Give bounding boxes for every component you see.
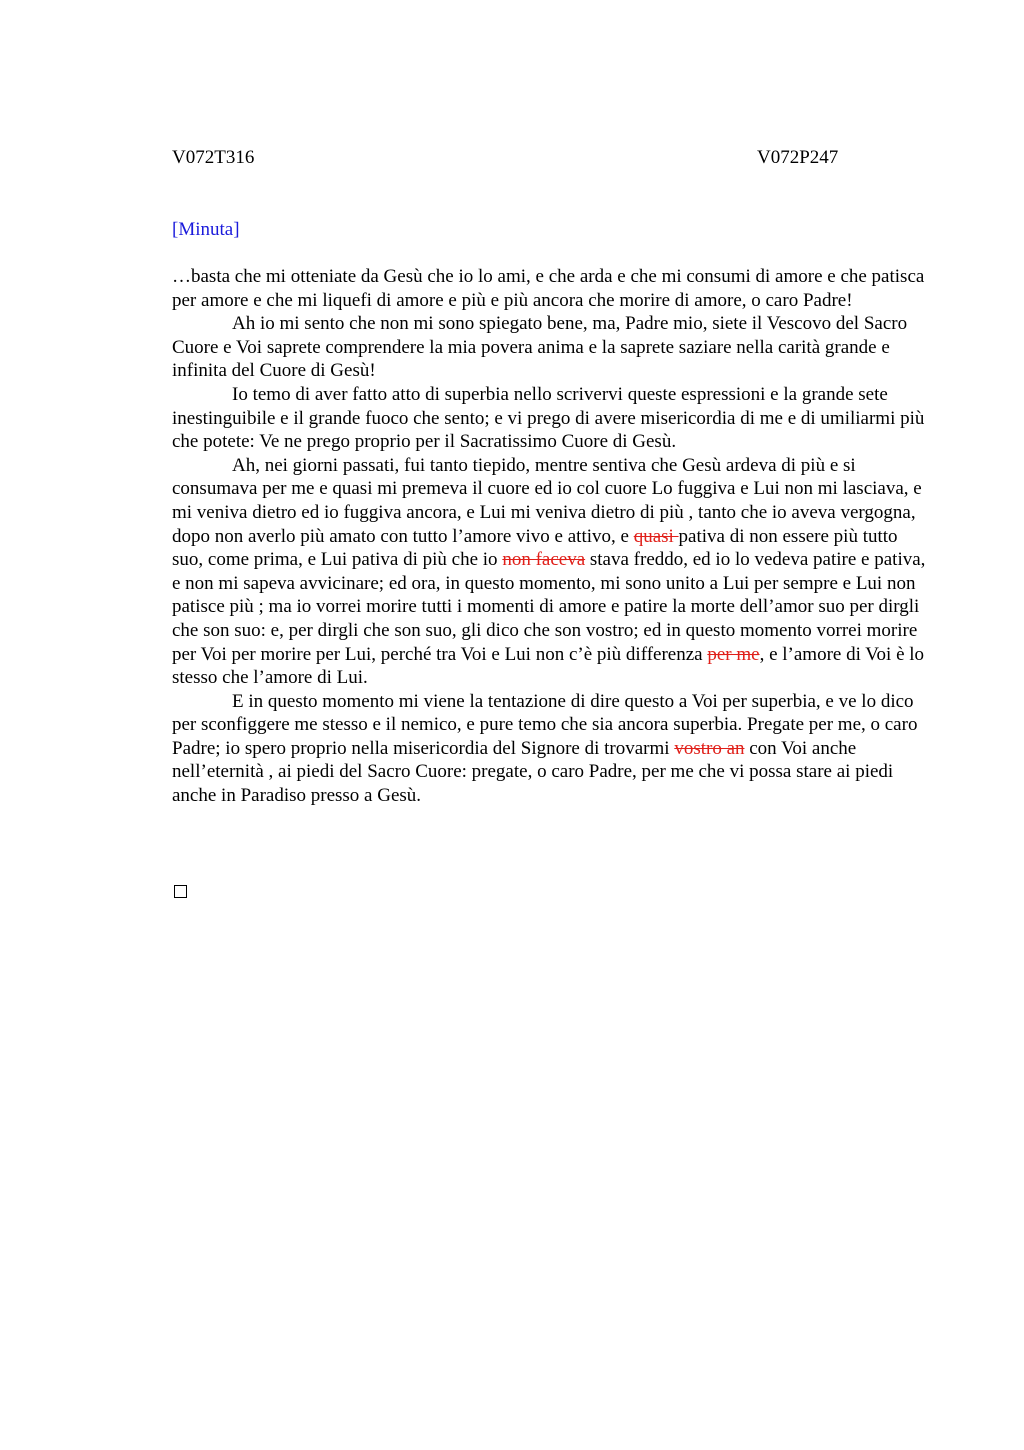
paragraph (172, 265, 932, 312)
text-segment: stava freddo, ed io lo vedeva patire e pativa, e non mi sapeva avvicinare; ed ora, in questo momento, mi sono unito a Lui per sempre e Lui non patisce più ; ma io vorrei morire tutti i momenti di amore e patire la morte dell’amor suo per dirgli che son suo: e, per dirgli che son suo, gli dico che son vostro; ed in questo momento vorrei morire per Voi per morire per Lui, perché tra Voi e Lui non c’è più differenza (172, 549, 926, 665)
minuta-label: [Minuta] (172, 219, 240, 240)
deleted-text: non faceva (502, 549, 586, 571)
left-code: V072T316 (172, 147, 255, 168)
text-segment: con Voi anche nell’eternità , ai piedi del Sacro Cuore: pregate, o caro Padre, per me che vi possa stare ai piedi anche in Paradiso presso a Gesù. (172, 737, 894, 807)
text-segment: , e l’amore di Voi è lo stesso che l’amore di Lui. (172, 643, 925, 689)
paragraph (172, 690, 932, 808)
paragraph (172, 312, 932, 383)
end-box-icon (174, 885, 187, 898)
letter-body (172, 265, 932, 808)
paragraph (172, 383, 932, 454)
text-segment: Ah, nei giorni passati, fui tanto tiepido, mentre sentiva che Gesù ardeva di più e si consumava per me e quasi mi premeva il cuore ed io col cuore Lo fuggiva e Lui non mi lasciava, e mi veniva dietro ed io fuggiva ancora, e Lui mi veniva dietro di più , tanto che io aveva vergogna, dopo non averlo più amato con tutto l’amore vivo e attivo, e (172, 454, 922, 547)
text-segment: …basta che mi otteniate da Gesù che io lo ami, e che arda e che mi consumi di amore e che patisca per amore e che mi liquefi di amore e più e più ancora che morire di amore, o caro Padre! (172, 266, 925, 311)
paragraph (172, 454, 932, 690)
text-segment: Io temo di aver fatto atto di superbia nello scrivervi queste espressioni e la grande sete inestinguibile e il grande fuoco che sento; e vi prego di avere misericordia di me e di umiliarmi più che potete: Ve ne prego proprio per il Sacratissimo Cuore di Gesù. (172, 383, 925, 453)
text-segment: pativa di non essere più tutto suo, come prima, e Lui pativa di più che io (172, 525, 898, 571)
deleted-text: quasi (633, 525, 679, 547)
deleted-text: vostro an (674, 737, 745, 759)
deleted-text: per me (707, 643, 760, 665)
right-code: V072P247 (757, 147, 839, 168)
text-segment: Ah io mi sento che non mi sono spiegato bene, ma, Padre mio, siete il Vescovo del Sacro Cuore e Voi saprete comprendere la mia povera anima e la saprete saziare nella carità grande e infinita del Cuore di Gesù! (172, 313, 908, 382)
text-segment: E in questo momento mi viene la tentazione di dire questo a Voi per superbia, e ve lo dico per sconfiggere me stesso e il nemico, e pure temo che sia ancora superbia. Pregate per me, o caro Padre; io spero proprio nella misericordia del Signore di trovarmi (172, 690, 918, 759)
